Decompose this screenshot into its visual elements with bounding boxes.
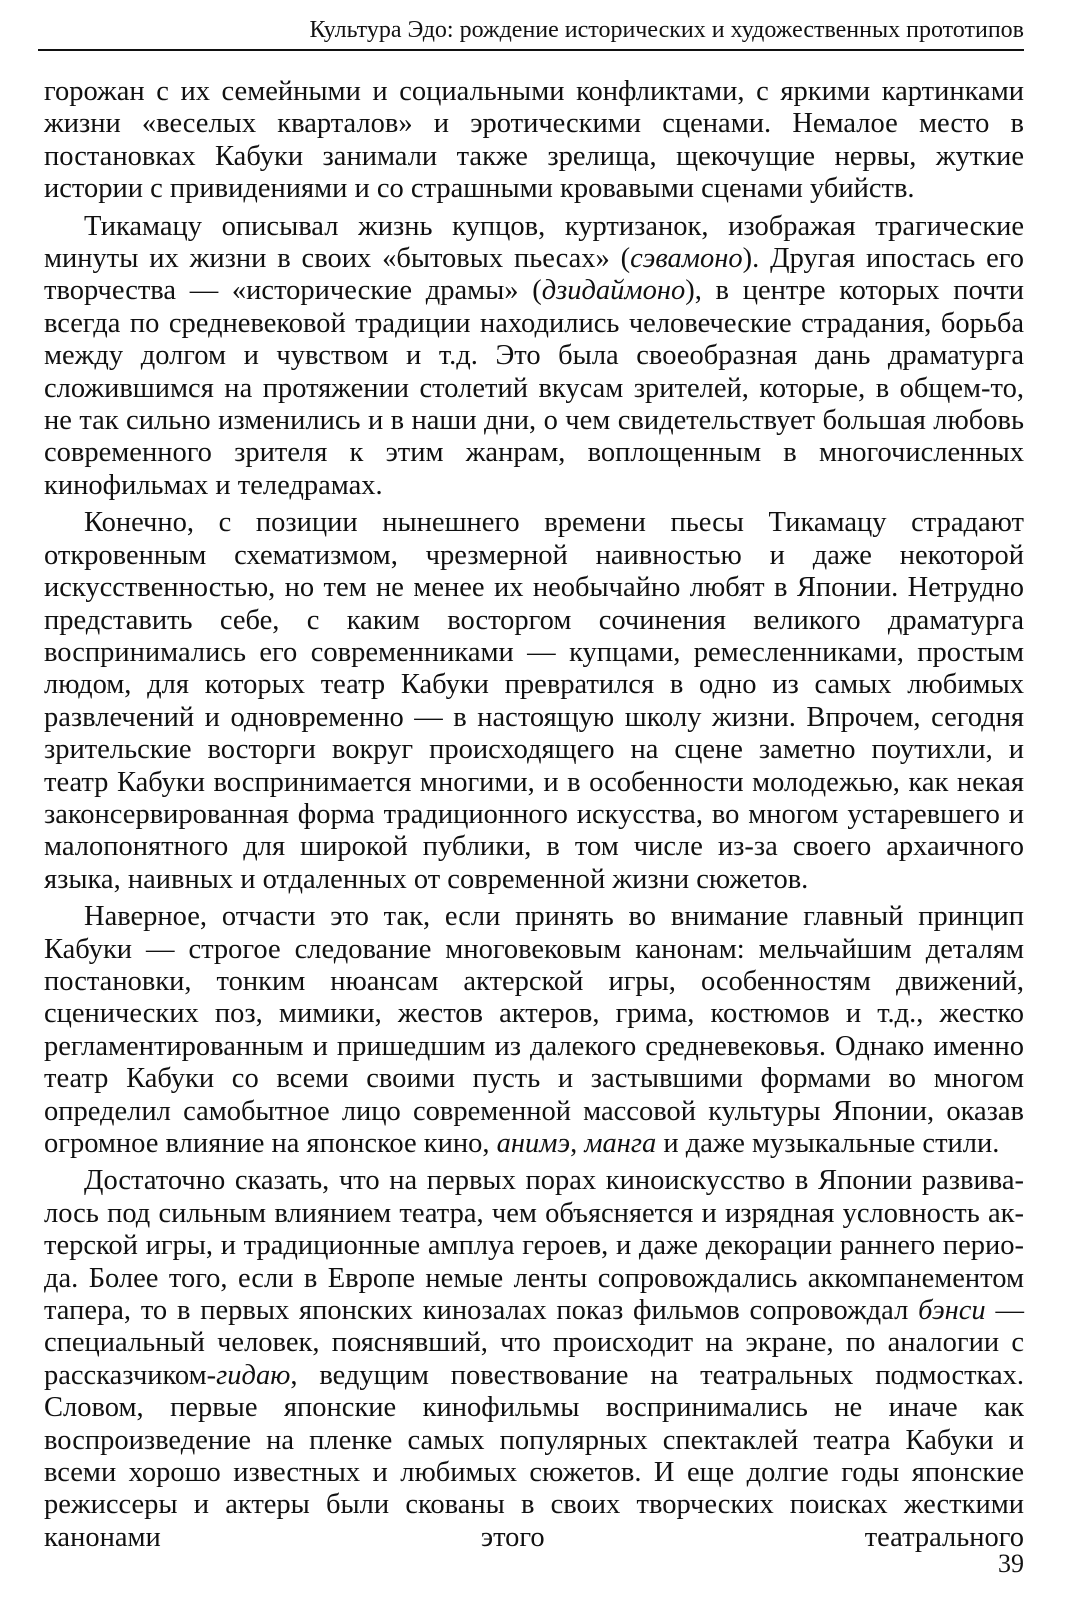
italic-term: дзидаймоно bbox=[541, 275, 686, 307]
italic-term: анимэ bbox=[496, 1128, 571, 1159]
italic-term: манга bbox=[584, 1128, 657, 1159]
text-run: и даже музыкальные стили. bbox=[656, 1128, 1000, 1159]
text-run: ), в центре которых почти всегда по средневековой традиции находились человеческие страдания, борьба между долгом и чувством и т.д. Это была своеобразная дань драматурга сложившимся на протяжении столетий вкусам зрителей, которые, в общем-то, не так сильно изменились и в наши дни, о чем свидетельствует большая любовь современного зрителя к этим жанрам, воплощенным в многочисленных кинофильмах и теледрамах. bbox=[44, 275, 1025, 501]
text-run: Конечно, с позиции нынешнего времени пьесы Тикамацу страдают откровенным схематизмом, чрезмерной наивностью и даже некоторой искусственностью, но тем не менее их необычайно любят в Японии. Нетрудно представить себе, с каким восторгом сочинения великого драматурга воспринимались его современниками — купцами, ремесленниками, простым людом, для которых театр Кабуки превратился в одно из самых любимых развлечений и одновременно — в настоящую школу жизни. Впрочем, сегодня зрительские восторги вокруг происходящего на сцене заметно поутихли, и театр Кабуки воспринимается многими, и в особенности молодежью, как некая законсервированная форма традиционного искусства, во многом устаревшего и малопонятного для широкой публики, в том числе из-за своего архаичного языка, наивных и отдаленных от современной жизни сюжетов. bbox=[44, 507, 1024, 895]
text-run: — специальный человек, пояснявший, что происходит на экране, по аналогии с рассказчиком- bbox=[44, 1295, 1024, 1391]
paragraph bbox=[44, 507, 1024, 896]
paragraph bbox=[44, 76, 1024, 206]
text-run: , ведущим повествование на театральных подмостках. Словом, первые японские кинофильмы воспринимались не иначе как воспроизведение на пленке самых популярных спектаклей театра Кабуки и всеми хорошо известных и любимых сюжетов. И еще долгие годы японские режиссеры и актеры были скованы в своих творческих поисках жесткими канонами этого театрального bbox=[44, 1359, 1024, 1553]
italic-term: сэвамоно bbox=[630, 243, 743, 275]
italic-term: бэнси bbox=[918, 1295, 986, 1327]
text-run: Тикамацу описывал жизнь купцов, куртизанок, изображая трагические минуты их жизни в своих «бытовых пьесах» ( bbox=[44, 210, 1024, 275]
page-number: 39 bbox=[998, 1549, 1024, 1578]
italic-term: гидаю bbox=[216, 1359, 291, 1391]
header-rule bbox=[38, 49, 1024, 51]
paragraph bbox=[44, 211, 1024, 503]
body-text bbox=[44, 76, 1024, 1559]
paragraph bbox=[44, 901, 1024, 1160]
text-run: Достаточно сказать, что на первых порах киноискусство в Японии развивалось под сильным влиянием театра, чем объясняется и изрядная условность актерской игры, и традиционные амплуа героев, и даже декорации раннего периода. Более того, если в Европе немые ленты сопровождались аккомпанементом тапера, то в первых японских кинозалах показ фильмов сопровождал bbox=[44, 1165, 1024, 1327]
text-run: , bbox=[570, 1128, 585, 1159]
text-run: ). Другая ипостась его творчества — «исторические драмы» ( bbox=[44, 243, 1024, 307]
text-run: Наверное, отчасти это так, если принять во внимание главный принцип Кабуки — строгое следование многовековым канонам: мельчайшим деталям постановки, тонким нюансам актерской игры, особенностям движений, сценических поз, мимики, жестов актеров, грима, костюмов и т.д., жестко регламентированным и пришедшим из далекого средневековья. Однако именно театр Кабуки со всеми своими пусть и застывшими формами во многом определил самобытное лицо современной массовой культуры Японии, оказав огромное влияние на японское кино, bbox=[44, 901, 1024, 1159]
text-run: горожан с их семейными и социальными конфликтами, с яркими картинками жизни «веселых кварталов» и эротическими сценами. Немалое место в постановках Кабуки занимали также зрелища, щекочущие нервы, жуткие истории с привидениями и со страшными кровавыми сценами убийств. bbox=[44, 76, 1024, 205]
running-header: Культура Эдо: рождение исторических и художественных прототипов bbox=[309, 17, 1024, 43]
paragraph bbox=[44, 1165, 1024, 1554]
